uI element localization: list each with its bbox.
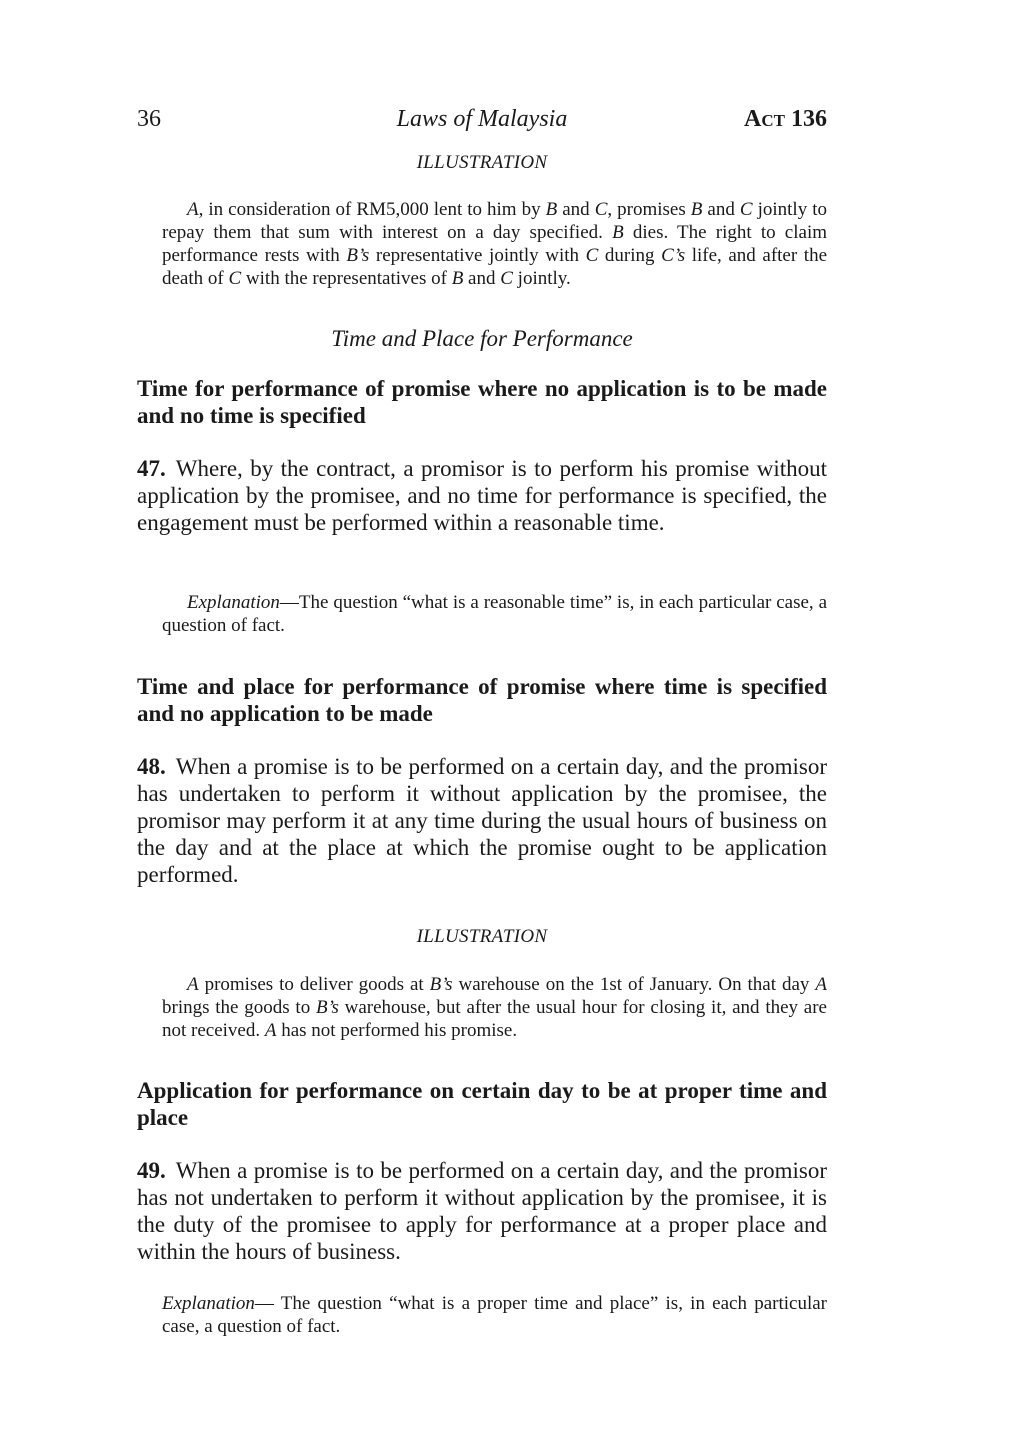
- text-run: life, and after the death of: [162, 245, 828, 289]
- party-ref: C: [585, 245, 599, 266]
- party-ref: B’s: [429, 974, 453, 995]
- illustration-heading: ILLUSTRATION: [416, 152, 548, 173]
- text-run: and: [557, 199, 595, 220]
- party-ref: C: [228, 268, 242, 289]
- section-text: When a promise is to be performed on a certain day, and the promisor has undertaken to perform it without application by the promisee, the promisor may perform it at any time during the usual hours of business on the day and at the place at which the promise ought to be application performed.: [137, 754, 827, 887]
- page-header: [137, 106, 827, 138]
- party-ref: C: [739, 199, 753, 220]
- explanation-text: —The question “what is a reasonable time” is, in each particular case, a question of fact.: [162, 592, 827, 636]
- section-48-heading: Time and place for performance of promise where time is specified and no application to be made: [137, 674, 827, 726]
- text-run: representative jointly with: [369, 245, 586, 266]
- act-smallcaps: ct: [761, 106, 785, 132]
- text-run: promises to deliver goods at: [198, 974, 430, 995]
- section-47-explanation: [137, 591, 827, 637]
- text-run: with the representatives of: [241, 268, 452, 289]
- illustration-text: [137, 973, 827, 1042]
- text-run: dies. The right to claim performance rests with: [162, 222, 827, 266]
- text-run: warehouse, but after the usual hour for closing it, and they are not received.: [162, 997, 827, 1041]
- section-number: 48.: [137, 754, 166, 779]
- party-ref: A: [815, 974, 827, 995]
- section-text: Where, by the contract, a promisor is to perform his promise without application by the promisee, and no time for performance is specified, the engagement must be performed within a reasonable time.: [137, 456, 827, 535]
- act-num: 136: [785, 106, 827, 132]
- section-text: When a promise is to be performed on a certain day, and the promisor has not undertaken to perform it without application by the promisee, it is the duty of the promisee to apply for performance at a proper place and within the hours of business.: [137, 1158, 827, 1264]
- act-number: [744, 106, 827, 133]
- party-ref: A: [187, 974, 199, 995]
- party-ref: B: [451, 268, 464, 289]
- explanation-label: Explanation: [187, 592, 280, 613]
- party-ref: B: [612, 222, 624, 243]
- text-run: jointly to repay them that sum with interest on a day specified.: [162, 199, 827, 243]
- running-title: Laws of Malaysia: [396, 106, 568, 132]
- part-heading: Time and Place for Performance: [331, 326, 633, 351]
- party-ref: B’s: [346, 245, 370, 266]
- explanation-text: — The question “what is a proper time and place” is, in each particular case, a question of fact.: [162, 1293, 827, 1337]
- text-run: has not performed his promise.: [276, 1020, 518, 1041]
- text-run: , in consideration of RM5,000 lent to him by: [198, 199, 546, 220]
- party-ref: C’s: [661, 245, 686, 266]
- explanation-label: Explanation: [162, 1293, 255, 1314]
- text-run: brings the goods to: [162, 997, 316, 1018]
- act-prefix: A: [744, 106, 762, 132]
- section-49-body: [137, 1157, 827, 1265]
- section-number: 47.: [137, 456, 166, 481]
- page-number: 36: [137, 106, 161, 132]
- illustration-heading: ILLUSTRATION: [416, 926, 548, 947]
- party-ref: C: [500, 268, 513, 289]
- section-47-heading: Time for performance of promise where no application is to be made and no time is specified: [137, 376, 827, 428]
- text-run: , promises: [607, 199, 691, 220]
- text-run: and: [463, 268, 501, 289]
- section-number: 49.: [137, 1158, 166, 1183]
- party-ref: B’s: [315, 997, 339, 1018]
- party-ref: C: [594, 199, 608, 220]
- document-page: [137, 0, 827, 1455]
- text-run: warehouse on the 1st of January. On that day: [452, 974, 816, 995]
- illustration-text: [137, 198, 827, 290]
- party-ref: B: [690, 199, 703, 220]
- text-run: and: [702, 199, 740, 220]
- section-48-body: [137, 753, 827, 888]
- section-47-body: [137, 455, 827, 536]
- section-49-heading: Application for performance on certain day to be at proper time and place: [137, 1078, 827, 1130]
- party-ref: A: [187, 199, 199, 220]
- text-run: jointly.: [512, 268, 571, 289]
- party-ref: B: [545, 199, 558, 220]
- party-ref: A: [264, 1020, 277, 1041]
- section-49-explanation: [137, 1292, 827, 1338]
- text-run: during: [598, 245, 662, 266]
